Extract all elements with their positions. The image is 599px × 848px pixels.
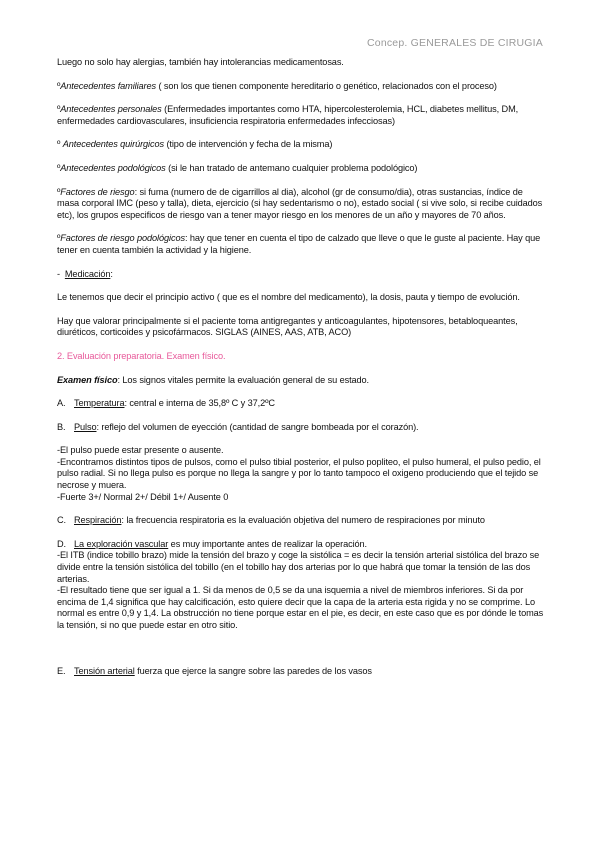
medication-title: Medicación [64, 268, 111, 279]
exam-text: : Los signos vitales permite la evaluación general de su estado. [117, 374, 370, 385]
exam-paragraph [57, 375, 546, 387]
podiatric-risk-paragraph: ºFactores de riesgo podológicos: hay que tener en cuenta el tipo de calzado que lleve o que le guste al paciente. Hay que tener en cuenta también la actividad y la higiene. [57, 233, 541, 255]
item-b-title: Pulso [74, 421, 97, 432]
podiatric-risk-text: : hay que tener en cuenta el tipo de calzado que lleve o que le guste al paciente. Hay que tener en cuenta también la actividad y la higiene. [57, 233, 541, 255]
personal-history-paragraph: ºAntecedentes personales (Enfermedades importantes como HTA, hipercolesterolemia, HCL, diabetes mellitus, DM, enfermedades cardiovasculares, insuficiencia respiratoria enfermedades infecciosas) [57, 104, 519, 126]
item-e-text: fuerza que ejerce la sangre sobre las paredes de los vasos [134, 665, 372, 676]
item-a-body [74, 398, 546, 410]
item-c-title: Respiración [74, 515, 122, 526]
pulse-note-3: -Fuerte 3+/ Normal 2+/ Débil 1+/ Ausente 0 [57, 491, 229, 502]
item-a [57, 398, 546, 410]
medication-paragraph-2: Hay que valorar principalmente si el paciente toma antigregantes y anticoagulantes, hipotensores, betabloqueantes, diuréticos, corticoides y psicofármacos. SIGLAS (AINES, AAS, ATB, ACO) [57, 315, 518, 338]
item-b [57, 422, 546, 434]
pulse-note-1: -El pulso puede estar presente o ausente. [57, 445, 224, 456]
item-b-label: B. [57, 421, 66, 432]
risk-factors-title: Factores de riesgo [60, 186, 135, 197]
medication-dash: - [57, 268, 60, 279]
intro-paragraph: Luego no solo hay alergias, también hay intolerancias medicamentosas. [57, 57, 344, 67]
item-e-title: Tensión arterial [74, 665, 135, 676]
item-a-title: Temperatura [74, 398, 125, 409]
family-history-title: Antecedentes familiares [60, 80, 157, 91]
exam-title: Examen físico [57, 374, 118, 385]
risk-factors-text: : si fuma (numero de de cigarrillos al dia), alcohol (gr de consumo/dia), otras sustancias, índice de masa corporal IMC (peso y talla), dieta, ejercicio (si hay sedentarismo o no), estado social ( si vive solo, si recibe cuidados etc), los grupos especificos de riesgo van a tener mayor riesgo en los menores de un año y mayores de 70 años. [57, 186, 543, 220]
item-e [57, 666, 546, 678]
item-a-text: : central e interna de 35,8º C y 37,2ºC [124, 398, 275, 409]
medication-paragraph-1: Le tenemos que decir el principio activo ( que es el nombre del medicamento), la dosis, pauta y tiempo de evolución. [57, 292, 520, 303]
family-history-paragraph: ºAntecedentes familiares ( son los que tienen componente hereditario o genético, relacionados con el proceso) [57, 80, 497, 91]
item-c [57, 515, 546, 527]
family-history-text: ( son los que tienen componente hereditario o genético, relacionados con el proceso) [156, 80, 497, 91]
surgical-history-paragraph: º Antecedentes quirúrgicos (tipo de intervención y fecha de la misma) [57, 139, 333, 150]
document-body [57, 57, 546, 689]
item-d-title: La exploración vascular [74, 538, 169, 549]
section-heading-2: 2. Evaluación preparatoria. Examen físico. [57, 350, 226, 361]
itb-notes [57, 550, 546, 631]
item-a-label: A. [57, 398, 66, 409]
pulse-note-2: -Encontramos distintos tipos de pulsos, como el pulso tibial posterior, el pulso popliteo, el pulso humeral, el pulso pedio, el pulso radial. Si no llega pulso es porque no llega la sangre y por lo tanto tampoco el oxigeno produciendo que el tejido se necrose y muera. [57, 456, 541, 491]
page-header: Concep. GENERALES DE CIRUGIA [367, 37, 543, 49]
podiatric-risk-title: Factores de riesgo podológicos [60, 233, 185, 244]
item-d-body [74, 539, 546, 551]
podiatric-history-paragraph: ºAntecedentes podológicos (si le han tratado de antemano cualquier problema podológico) [57, 162, 418, 173]
item-e-label: E. [57, 665, 66, 676]
podiatric-history-title: Antecedentes podológicos [60, 162, 166, 173]
pulse-notes [57, 445, 546, 503]
itb-note-1: -El ITB (indice tobillo brazo) mide la tensión del brazo y coge la sistólica = es decir la tensión arterial sistólica del brazo se divide entre la tensión sistólica del tobillo (en el tobillo hay dos arterias por lo que habrá que tomar la tensión de las dos arterias. [57, 550, 540, 584]
item-b-body [74, 422, 546, 434]
risk-factors-paragraph: ºFactores de riesgo: si fuma (numero de de cigarrillos al dia), alcohol (gr de consumo/dia), otras sustancias, índice de masa corporal IMC (peso y talla), dieta, ejercicio (si hay sedentarismo o no), estado social ( si vive solo, si recibe cuidados etc), los grupos especificos de riesgo van a tener mayor riesgo en los menores de un año y mayores de 70 años. [57, 186, 543, 220]
medication-heading [57, 269, 546, 281]
personal-history-title: Antecedentes personales [60, 104, 162, 115]
item-d-label: D. [57, 538, 66, 549]
item-e-body [74, 666, 546, 678]
item-b-text: : reflejo del volumen de eyección (cantidad de sangre bombeada por el corazón). [96, 421, 419, 432]
medication-colon: : [110, 268, 113, 279]
item-c-text: : la frecuencia respiratoria es la evaluación objetiva del numero de respiraciones por minuto [121, 515, 485, 526]
item-c-label: C. [57, 515, 66, 526]
surgical-history-text: (tipo de intervención y fecha de la misma) [164, 139, 333, 150]
personal-history-text: (Enfermedades importantes como HTA, hipercolesterolemia, HCL, diabetes mellitus, DM, enfermedades cardiovasculares, insuficiencia respiratoria enfermedades infecciosas) [57, 104, 519, 126]
itb-note-2: -El resultado tiene que ser igual a 1. Si da menos de 0,5 se da una isquemia a nivel de miembros inferiores. Si da por encima de 1,4 significa que hay calcificación, esto quiere decir que la capa de la arteria esta rigida y no se comprime. Lo normal es entre 0,9 y 1,4. La obstrucción no tiene porque estar en el pie, es decir, en este caso que es por dónde le tomas la tensión, si no que puede estar en otro sitio. [57, 585, 544, 630]
item-d [57, 539, 546, 551]
surgical-history-title: Antecedentes quirúrgicos [62, 139, 164, 150]
podiatric-history-text: (si le han tratado de antemano cualquier problema podológico) [165, 162, 418, 173]
item-c-body [74, 515, 546, 527]
item-d-text: es muy importante antes de realizar la operación. [168, 538, 367, 549]
